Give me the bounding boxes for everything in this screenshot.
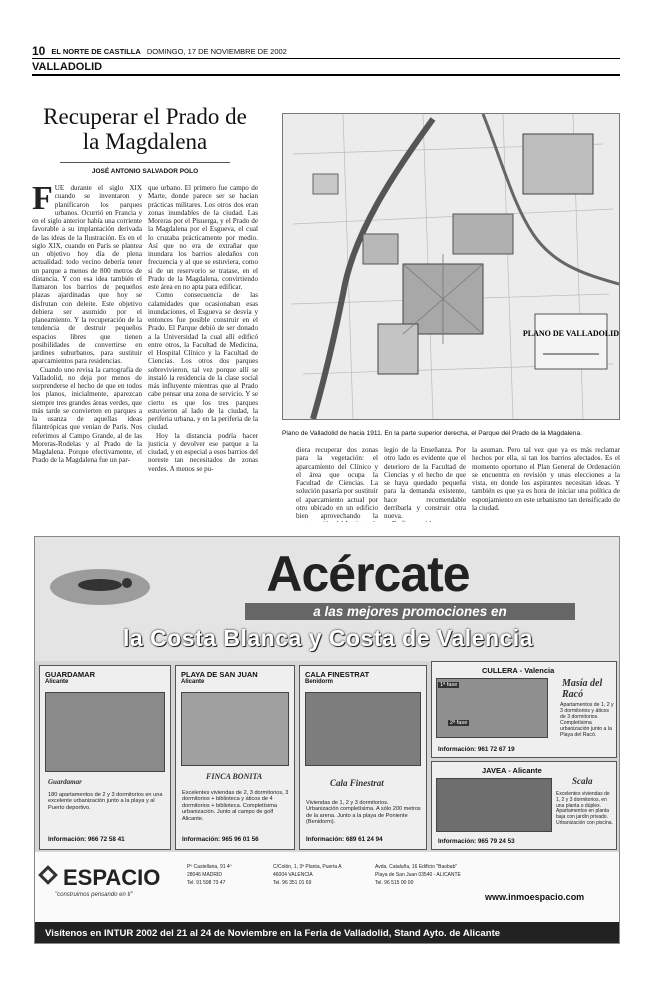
column-2-paragraph-2: Como consecuencia de las calamidades que ocasionaban esas inundaciones, el Esgueva se desvía y entonces fue posible construir en el Prado. El Parque debió de ser donado a la Universidad la cual allí edificó entre otros, la Facultad de Medicina, el Hospital Clínico y la Facultad de Ciencias. Los otros dos parques sobrevivieron, tal vez porque allí se instaló la residencia de la clase social más influyente mientras que al Prado cabe pensar una zona de servicio. Y se cierto es que los tres parques estuvieron al lado de la ciudad, la periferia urbana, y en la periferia de la ciudad.	[148, 291, 258, 432]
ad-footer	[35, 852, 620, 922]
column-4-paragraph-2	[384, 520, 466, 522]
promo-cullera-info: Información: 961 72 67 19	[438, 746, 515, 753]
promo-guardamar	[39, 665, 171, 850]
article-column-1	[32, 184, 142, 520]
promo-javea-info: Información: 965 79 24 53	[438, 838, 515, 845]
ad-header	[35, 537, 620, 661]
article-byline: JOSÉ ANTONIO SALVADOR POLO	[91, 168, 199, 175]
map-plan-title: PLANO DE VALLADOLID	[522, 329, 619, 338]
promo-cala-finestrat-place: Benidorm	[305, 679, 334, 685]
office-madrid: Pº Castellana, 91 4º 28046 MADRID Tel. 91 598 73 47	[187, 864, 232, 886]
map-caption: Plano de Valladolid de hacia 1911. En la parte superior derecha, el Parque del Prado de la Magdalena.	[282, 430, 582, 437]
ad-region: la Costa Blanca y Costa de Valencia	[123, 625, 533, 651]
promo-javea-name: JAVEA - Alicante	[482, 766, 542, 775]
ad-banner: Visítenos en INTUR 2002 del 21 al 24 de Noviembre en la Feria de Valladolid, Stand Ayto. de Alicante	[35, 922, 620, 944]
promo-cullera-text: Apartamentos de 1, 2 y 3 dormitorios y áticos de 3 dormitorios. Completísima urbanización junto a la Playa del Racó.	[560, 702, 614, 738]
promo-cullera-name: CULLERA - Valencia	[482, 666, 555, 675]
issue-date: DOMINGO, 17 DE NOVIEMBRE DE 2002	[146, 46, 287, 56]
drop-cap: F	[32, 184, 53, 217]
promo-cala-finestrat-text: Viviendas de 1, 2 y 3 dormitorios. Urbanización completísima. A sólo 200 metros de la arena. Junto a la playa de Poniente (Benidorm).	[306, 800, 421, 826]
column-1-text: UE durante el siglo XIX cuando se inventaron y planificaron los parques urbanos. Ocurrió en Francia y en el siglo anterior había una corriente favorable a su implantación derivada de las ideas de la Ilustración. Es en el siglo XIX, cuando en París se plantea un objetivo hoy día de plena actualidad: todo vecino debería tener un parque a menos de 800 metros de distancia. Y con esa idea también el llamaron los barrios de pequeños plazas ajardinadas que hoy se disfrutan con deleite. Este objetivo debiera ser asumido por el planeamiento. Y la recuperación de la tendencia de destruir pequeños espacios libres que tienen posibilidades de convertirse en jardines suburbanos, para sustituir aparcamientos para residencias.	[32, 184, 142, 366]
promo-cala-finestrat-info: Información: 689 61 24 94	[306, 836, 383, 843]
advertisement	[34, 536, 620, 944]
article-column-4	[384, 446, 466, 522]
promo-san-juan-name: PLAYA DE SAN JUAN Alicante	[181, 670, 258, 685]
campo-grande-park	[378, 324, 418, 374]
company-slogan: "construimos pensando en ti"	[55, 892, 133, 898]
promo-san-juan	[175, 665, 295, 850]
company-name: ESPACIO	[63, 865, 161, 890]
article-column-3: diera recuperar dos zonas para la vegetación: el aparcamiento del Clínico y el área que ocupa la Facultad de Ciencias. La solución pasaría por sustituir el aparcamiento actual por otro ubicado en un edificio bien aprovechando la	[296, 446, 378, 520]
city-map-drawing	[283, 114, 619, 419]
promo-guardamar-photo	[45, 692, 165, 772]
column-2-paragraph-3: Hoy la distancia podría hacer justicia y devolver ese parque a la ciudad, y en especial a esos barrios del noreste tan necesitados de zonas verdes. A menos se pu-	[148, 431, 258, 473]
promo-guardamar-name: GUARDAMAR Alicante	[45, 670, 95, 685]
promo-guardamar-logo: Guardamar	[48, 778, 82, 786]
promo-cullera-logo: Masía del Racó	[562, 678, 603, 700]
office-valencia: C/Colón, 1, 3ª Planta, Puerta A 46004 VALENCIA Tel. 96 351 01 69	[273, 864, 342, 886]
company-website[interactable]: www.inmoespacio.com	[485, 892, 585, 902]
ad-headline: Acércate	[266, 546, 470, 602]
section-title: VALLADOLID	[32, 61, 103, 73]
espacio-logo-icon	[38, 865, 58, 885]
promo-san-juan-info: Información: 965 96 01 56	[182, 836, 259, 843]
office-alicante: Avda. Cataluña, 16 Edificio "Baobab" Playa de San Juan 03540 - ALICANTE Tel. 96 515 00 00	[375, 864, 461, 886]
section-rule	[32, 74, 620, 76]
promo-cala-finestrat-logo: Cala Finestrat	[330, 778, 384, 788]
promo-san-juan-text: Excelentes viviendas de 2, 3 dormitorios, 3 dormitorios + biblioteca y áticos de 4 dormitorios + biblioteca. Completísima urbanización. Junto al campo de golf Alicante.	[182, 790, 289, 822]
prado-magdalena-park	[523, 134, 593, 194]
promo-javea-logo: Scala	[572, 776, 593, 786]
promo-san-juan-place: Alicante	[181, 679, 205, 685]
promo-javea-text: Excelentes viviendas de 1, 2 y 3 dormitorios, en una planta o dúplex. Apartamentos en planta baja con jardín privado. Urbanización con piscina.	[556, 791, 613, 826]
promo-cala-finestrat-name: CALA FINESTRAT Benidorm	[305, 670, 370, 685]
title-rule	[60, 162, 230, 163]
column-1-paragraph-2: Cuando uno revisa la cartografía de Valladolid, no deja por menos de sorprenderse el hecho de que en todos los planos, inicialmente, aparezcan siempre tres grandes áreas verdes, que más tarde se convierten en parques a la usanza de aquellas ideas filantrópicas que venían de París. Nos referimos al Campo Grande, al de las Moreras-Rodelas y al Prado de la Magdalena. Porque efectivamente, el Prado de la Magdalena fue un par-	[32, 365, 142, 465]
ad-subheadline: a las mejores promociones en	[245, 603, 575, 620]
article-column-5: la asuman. Pero tal vez que ya es más reclamar hechos por ella, si tan los barrios afectados. Es el momento oportuno el Plan General de Ordenación se encuentra en revisión y unas elecciones a la vista, en donde los aspirantes necesitan ideas. Y también es que ya es hora de iniciar una política de esponjamiento en este urbanismo tan densificado de la ciudad.	[472, 446, 620, 512]
promo-cullera	[431, 661, 617, 758]
promo-guardamar-info: Información: 966 72 58 41	[48, 836, 125, 843]
promo-guardamar-place: Alicante	[45, 679, 69, 685]
header-rule	[32, 58, 620, 59]
column-2-text: que urbano. El primero fue campo de Marte, donde parece ser se hacían prácticas militares. Los otros dos eran zonas inundables de la ciudad. Las Moreras por el Pisuerga, y el Prado de la Magdalena por el Esgueva, el cual lo cruzaba prácticamente por medio. Así que no era de extrañar que inundara los barrios aledaños con frecuencia y al que se estuviera, como si de un reservorio se tratase, en el Prado de la Magdalena, convirtiendo este área en no apta para edificar.	[148, 184, 258, 291]
page-number: 10	[32, 44, 46, 58]
promo-cala-finestrat	[299, 665, 427, 850]
promo-cala-finestrat-photo	[305, 692, 421, 766]
city-map	[282, 113, 620, 420]
promo-guardamar-text: 180 apartamentos de 2 y 3 dormitorios en una excelente urbanización junto a la playa y al Puerto deportivo.	[48, 792, 163, 811]
promo-san-juan-logo: FINCA BONITA	[206, 772, 263, 781]
article-title: Recuperar el Prado de la Magdalena	[43, 104, 247, 154]
promo-javea	[431, 761, 617, 850]
promo-cullera-phase-2: 2ª fase	[450, 720, 468, 726]
article-column-2	[148, 184, 258, 520]
promo-javea-photo	[436, 778, 552, 832]
column-4-text: legio de la Enseñanza. Por otro lado es evidente que el deterioro de la Facultad de Ciencias y el hecho de que se haya quedado pequeña para la demanda existente, hace recomendable derribarla y construir otra nueva.	[384, 446, 466, 520]
promo-san-juan-photo	[181, 692, 289, 766]
map-legend-box	[535, 314, 607, 369]
publication-name: EL NORTE DE CASTILLA	[51, 46, 141, 56]
page-header	[32, 44, 620, 58]
promo-cullera-phase-1: 1ª fase	[440, 682, 458, 688]
